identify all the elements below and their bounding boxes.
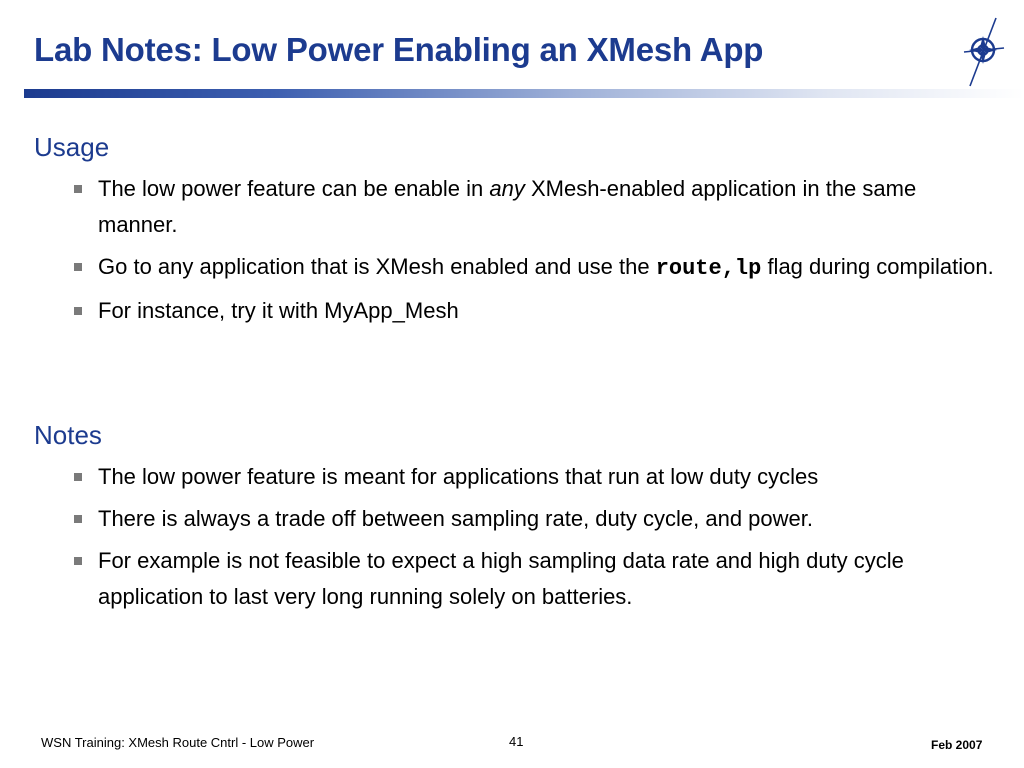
bullet-text: For example is not feasible to expect a high sampling data rate and high duty cycle application to last very long running solely on batteries. bbox=[98, 548, 904, 609]
notes-bullet-3 bbox=[74, 543, 994, 615]
section-heading-usage: Usage bbox=[34, 132, 110, 162]
footer-page-number: 41 bbox=[509, 734, 524, 749]
bullet-text: There is always a trade off between sampling rate, duty cycle, and power. bbox=[98, 506, 813, 531]
bullet-text: The low power feature is meant for applications that run at low duty cycles bbox=[98, 464, 819, 489]
section-heading-notes: Notes bbox=[34, 420, 102, 450]
compass-star-icon bbox=[958, 14, 1008, 90]
square-bullet-icon bbox=[74, 263, 82, 271]
bullet-text: flag during compilation. bbox=[761, 254, 994, 279]
slide-title: Lab Notes: Low Power Enabling an XMesh App bbox=[34, 31, 764, 68]
footer-date: Feb 2007 bbox=[931, 738, 983, 752]
square-bullet-icon bbox=[74, 185, 82, 193]
notes-bullet-list bbox=[74, 459, 994, 621]
bullet-text: The low power feature can be enable in bbox=[98, 176, 490, 201]
usage-bullet-2 bbox=[74, 249, 994, 287]
square-bullet-icon bbox=[74, 515, 82, 523]
footer-course-title: WSN Training: XMesh Route Cntrl - Low Power bbox=[41, 735, 315, 750]
bullet-code: route,lp bbox=[655, 256, 762, 281]
usage-bullet-list bbox=[74, 171, 994, 335]
square-bullet-icon bbox=[74, 557, 82, 565]
square-bullet-icon bbox=[74, 307, 82, 315]
title-divider bbox=[24, 89, 1024, 98]
notes-bullet-2 bbox=[74, 501, 994, 537]
bullet-emphasis: any bbox=[489, 176, 525, 201]
usage-bullet-3 bbox=[74, 293, 994, 329]
bullet-text: XMesh-enabled application in the same manner. bbox=[98, 176, 917, 237]
bullet-text: Go to any application that is XMesh enabled and use the bbox=[98, 254, 656, 279]
square-bullet-icon bbox=[74, 473, 82, 481]
bullet-text: For instance, try it with MyApp_Mesh bbox=[98, 298, 459, 323]
notes-bullet-1 bbox=[74, 459, 994, 495]
usage-bullet-1 bbox=[74, 171, 994, 243]
